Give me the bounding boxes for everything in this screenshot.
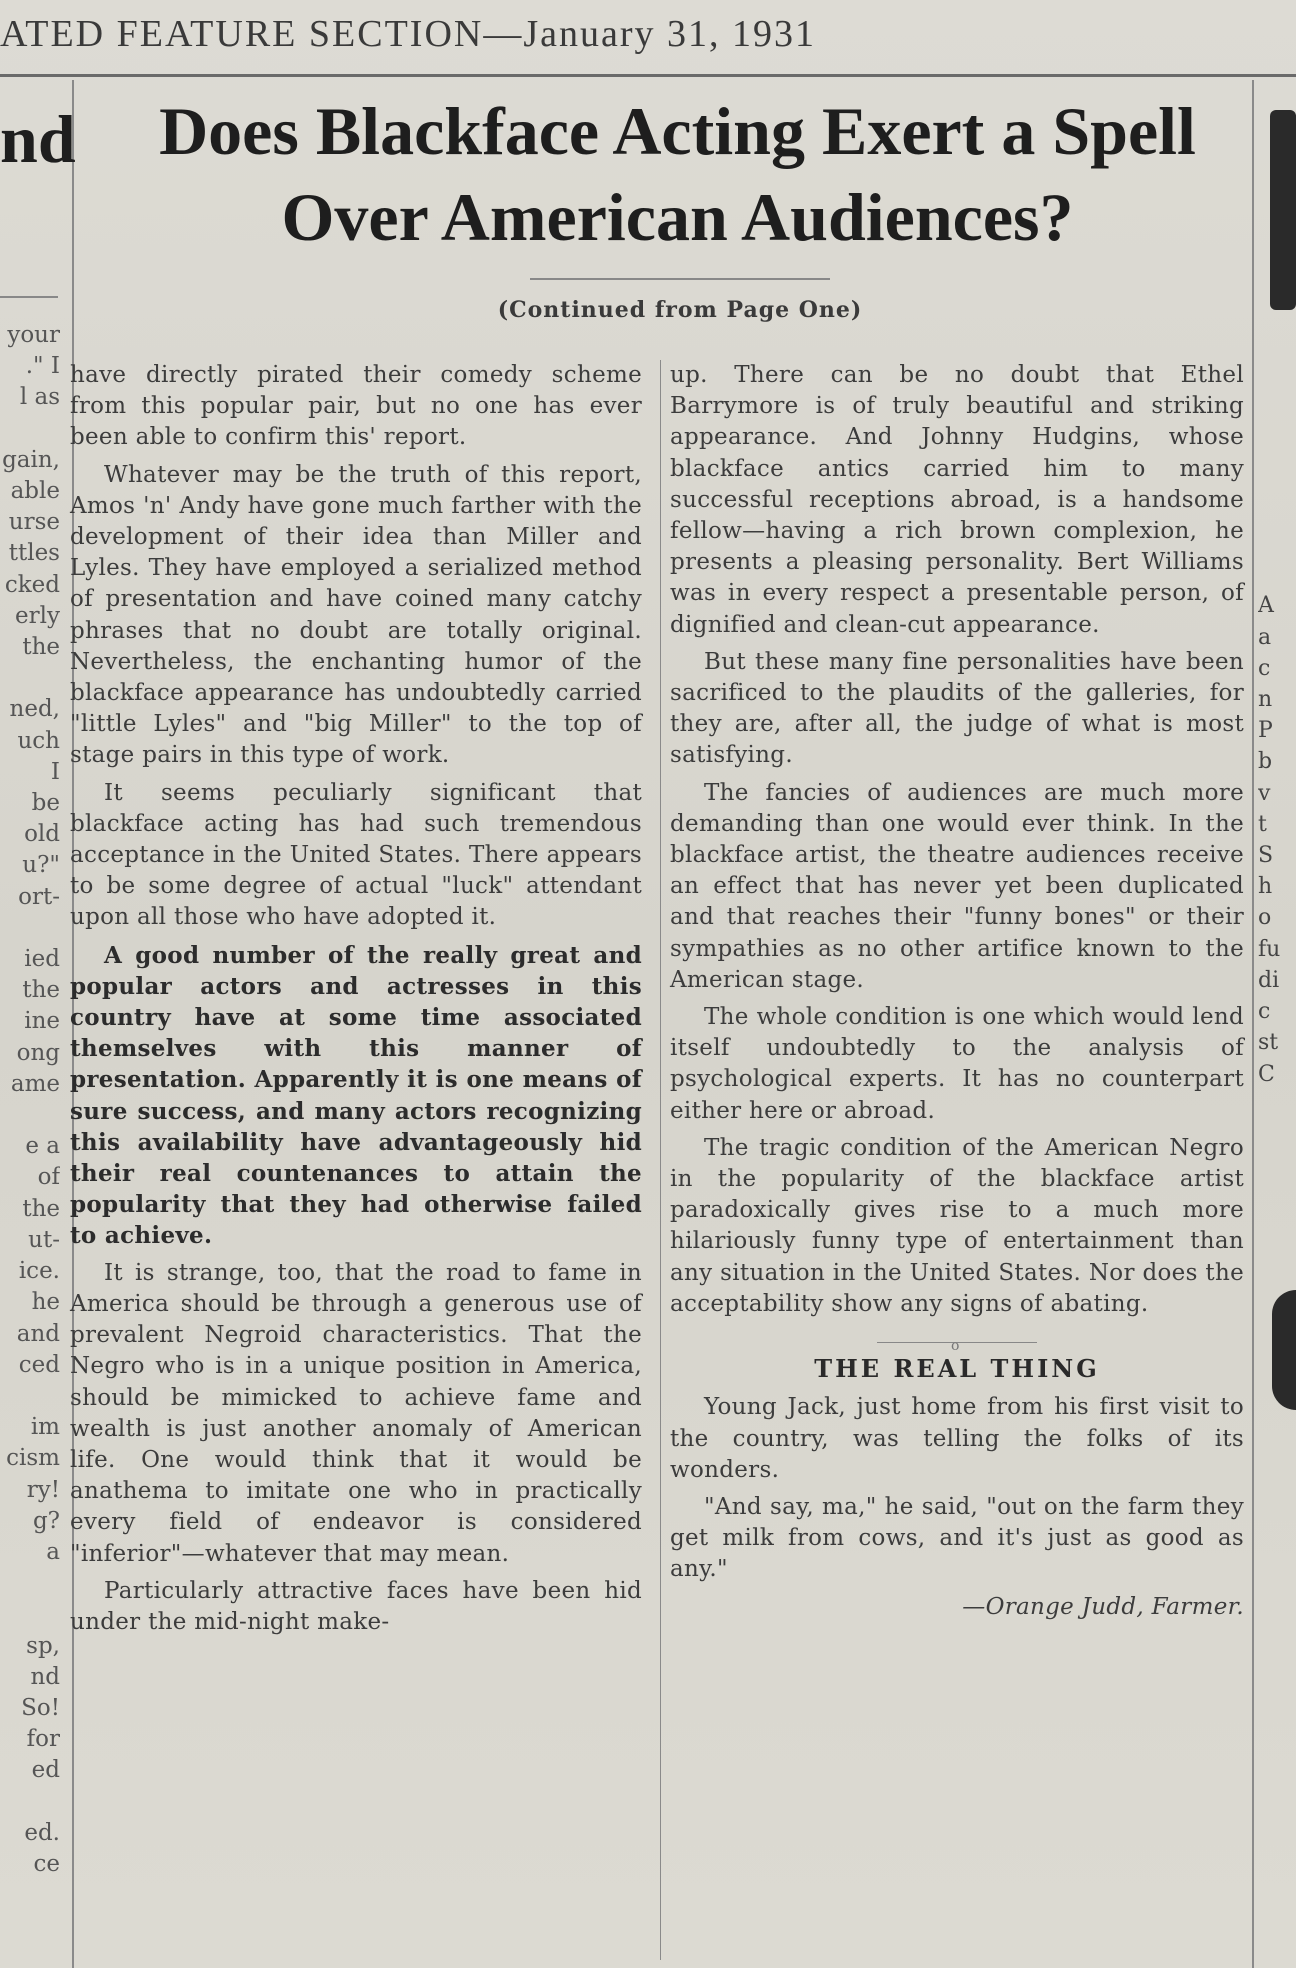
col1-paragraph: have directly pirated their comedy scheme from this popular pair, but no one has ever been able to confirm this' report. xyxy=(70,362,642,451)
subhead-real-thing: THE REAL THING xyxy=(814,1354,1100,1384)
left-strip-fragment: erly xyxy=(15,602,60,629)
left-strip-fragment: ame xyxy=(10,1070,60,1097)
left-strip-fragment: ned, xyxy=(9,696,60,723)
left-strip-fragment: So! xyxy=(21,1694,60,1721)
left-strip-fragment: im xyxy=(30,1414,60,1441)
right-strip-fragment xyxy=(1258,434,1296,465)
right-strip-fragment: di xyxy=(1258,967,1280,993)
left-strip-fragment: the xyxy=(22,634,60,661)
left-strip-fragment: for xyxy=(26,1726,60,1753)
article-column-1 xyxy=(70,360,642,1644)
right-strip-fragment xyxy=(1258,466,1296,497)
headline-fragment: nd xyxy=(0,101,76,177)
col1-paragraph: A good number of the really great and popular actors and actresses in this country have at some time associated themselves with this manner of presentation. Apparently it is one means of sure success, and many actors recognizing this availability have advantageously hid their real countenances to attain the popularity that they had otherwise failed to achieve. xyxy=(70,941,642,1250)
joke-paragraph: "And say, ma," he said, "out on the farm they get milk from cows, and it's just as good as any." xyxy=(670,1493,1244,1583)
right-strip-fragment xyxy=(1258,372,1296,403)
left-strip-fragment: ine xyxy=(24,1008,60,1035)
right-strip-fragment: n xyxy=(1258,687,1273,713)
left-strip-fragment xyxy=(0,1568,60,1599)
right-strip-fragment: P xyxy=(1258,718,1273,744)
headline-line-2: Over American Audiences? xyxy=(281,179,1074,255)
right-strip-fragment: st xyxy=(1258,1030,1279,1056)
headline-rule xyxy=(530,278,830,280)
left-strip-fragment: cked xyxy=(4,571,60,598)
left-strip-fragment: g? xyxy=(32,1507,60,1534)
col2-paragraph: up. There can be no doubt that Ethel Barrymore is of truly beautiful and striking appearance. And Johnny Hudgins, whose blackface antics carried him to many successful receptions abroad, is a handsome fellow—having a rich brown complexion, he presents a pleasing personality. Bert Williams was in every respect a presentable person, of dignified and clean-cut appearance. xyxy=(670,362,1244,638)
col2-paragraph: The fancies of audiences are much more demanding than one would ever think. In the blackface artist, the theatre audiences receive an effect that has never yet been duplicated and that reaches their "funny bones" or their sympathies as no other artifice known to the American stage. xyxy=(670,779,1244,993)
header-rule xyxy=(0,74,1296,77)
col2-paragraph: The tragic condition of the American Negro in the popularity of the blackface artist paradoxically gives rise to a much more hilariously funny type of entertainment than any situation in the United States. Nor does the acceptability show any signs of abating. xyxy=(670,1134,1244,1317)
right-strip-fragment: A xyxy=(1258,593,1274,619)
right-strip-fragment: fu xyxy=(1258,936,1281,962)
left-strip-fragment xyxy=(0,414,60,445)
left-strip-fragment: ut- xyxy=(28,1226,60,1253)
right-strip-fragment xyxy=(1258,310,1296,341)
column-divider-right xyxy=(1252,80,1254,1968)
section-header: ATED FEATURE SECTION—January 31, 1931 xyxy=(0,13,817,55)
right-strip-fragment: h xyxy=(1258,874,1273,900)
right-strip-fragment: C xyxy=(1258,1061,1275,1087)
continued-note: (Continued from Page One) xyxy=(497,297,863,323)
headline-line-1: Does Blackface Acting Exert a Spell xyxy=(159,93,1196,169)
left-strip-fragment: ed. xyxy=(24,1819,60,1846)
left-strip-fragment: a xyxy=(46,1538,60,1565)
left-strip-fragment: ttles xyxy=(8,540,60,567)
right-strip-fragment: o xyxy=(1258,905,1272,931)
col1-paragraph: Whatever may be the truth of this report, Amos 'n' Andy have gone much farther with the development of their idea than Miller and Lyles. They have employed a serialized method of presentation and have coined many catchy phrases that no doubt are totally original. Nevertheless, the enchanting humor of the blackface appearance has undoubtedly carried "little Lyles" and "big Miller" to the top of stage pairs in this type of work. xyxy=(70,461,642,769)
joke-attribution: —Orange Judd, Farmer. xyxy=(962,1593,1244,1620)
left-strip-fragment: ed xyxy=(31,1757,60,1784)
left-strip-fragment: your xyxy=(7,322,60,348)
col1-paragraph: Particularly attractive faces have been hid under the mid-night make- xyxy=(70,1577,642,1635)
right-strip-fragment xyxy=(1258,403,1296,434)
left-strip-fragment: and xyxy=(16,1320,60,1347)
col1-paragraph: It is strange, too, that the road to fame in America should be through a generous use of prevalent Negroid characteristics. That the Negro who is in a unique position in America, should be mimicked to achieve fame and wealth is just another anomaly of American life. One would think that it would be anathema to imitate one who in practically every field of endeavor is considered "inferior"—whatever that may mean. xyxy=(70,1259,642,1567)
left-strip-fragment xyxy=(0,913,60,944)
right-strip-fragment: v xyxy=(1258,780,1271,806)
left-strip-fragment: the xyxy=(22,1195,60,1222)
left-strip-fragment: gain, xyxy=(2,446,60,473)
joke-paragraph: Young Jack, just home from his first visit to the country, was telling the folks of its wonders. xyxy=(670,1394,1244,1483)
left-strip-fragment xyxy=(0,1381,60,1412)
left-rule xyxy=(0,296,58,298)
right-strip-fragment xyxy=(1258,559,1296,590)
left-strip-fragment: ied xyxy=(24,946,60,973)
left-strip-fragment xyxy=(0,663,60,694)
right-strip-fragment: t xyxy=(1258,811,1267,837)
col2-paragraph: The whole condition is one which would lend itself undoubtedly to the analysis of psychological experts. It has no counterpart either here or abroad. xyxy=(670,1004,1244,1124)
left-strip-fragment: u?" xyxy=(22,852,60,879)
right-strip-fragment: c xyxy=(1258,999,1271,1025)
col1-paragraph: It seems peculiarly significant that blackface acting has had such tremendous acceptance in the United States. There appears to be some degree of actual "luck" attendant upon all those who have adopted it. xyxy=(70,779,642,931)
left-strip-fragment: of xyxy=(37,1164,60,1191)
left-strip-fragment: able xyxy=(10,478,60,505)
adjacent-image-fragment xyxy=(1270,110,1296,310)
right-strip-fragment: a xyxy=(1258,624,1272,650)
article-headline xyxy=(90,88,1265,260)
left-strip-fragment: urse xyxy=(8,509,60,536)
left-strip-fragment: ort- xyxy=(18,883,60,910)
adjacent-column-left xyxy=(0,320,60,1880)
left-strip-fragment: ." I xyxy=(25,353,60,380)
left-strip-fragment: uch xyxy=(17,727,60,754)
left-strip-fragment: ced xyxy=(18,1351,60,1378)
right-strip-fragment xyxy=(1258,528,1296,559)
right-strip-fragment xyxy=(1258,60,1296,91)
left-strip-fragment: I xyxy=(50,758,60,785)
left-strip-fragment: nd xyxy=(30,1663,60,1690)
left-strip-fragment: cism xyxy=(6,1445,60,1472)
right-strip-fragment xyxy=(1258,341,1296,372)
adjacent-image-fragment xyxy=(1272,1290,1296,1410)
col2-paragraph: But these many fine personalities have been sacrificed to the plaudits of the galleries, for they are, after all, the judge of what is most satisfying. xyxy=(670,648,1244,769)
left-strip-fragment xyxy=(0,1100,60,1131)
section-separator xyxy=(877,1338,1037,1355)
left-strip-fragment: l as xyxy=(19,384,60,411)
article-column-2 xyxy=(670,360,1244,1623)
left-strip-fragment: ice. xyxy=(18,1258,60,1285)
left-strip-fragment: the xyxy=(22,977,60,1004)
adjacent-column-right xyxy=(1258,60,1296,1968)
left-strip-fragment: ry! xyxy=(26,1476,60,1503)
left-strip-fragment xyxy=(0,1787,60,1818)
left-strip-fragment: be xyxy=(31,790,60,817)
left-strip-fragment xyxy=(0,1599,60,1630)
left-strip-fragment: old xyxy=(24,821,60,848)
left-strip-fragment: ce xyxy=(33,1850,60,1877)
separator-mark: o xyxy=(951,1338,960,1355)
column-divider-middle xyxy=(660,360,661,1960)
left-strip-fragment: e a xyxy=(25,1133,60,1160)
right-strip-fragment: b xyxy=(1258,749,1273,775)
left-strip-fragment: he xyxy=(31,1289,60,1316)
right-strip-fragment xyxy=(1258,497,1296,528)
right-strip-fragment: c xyxy=(1258,655,1271,681)
left-strip-fragment: ong xyxy=(16,1039,60,1066)
right-strip-fragment: S xyxy=(1258,843,1274,869)
left-strip-fragment: sp, xyxy=(26,1632,60,1659)
